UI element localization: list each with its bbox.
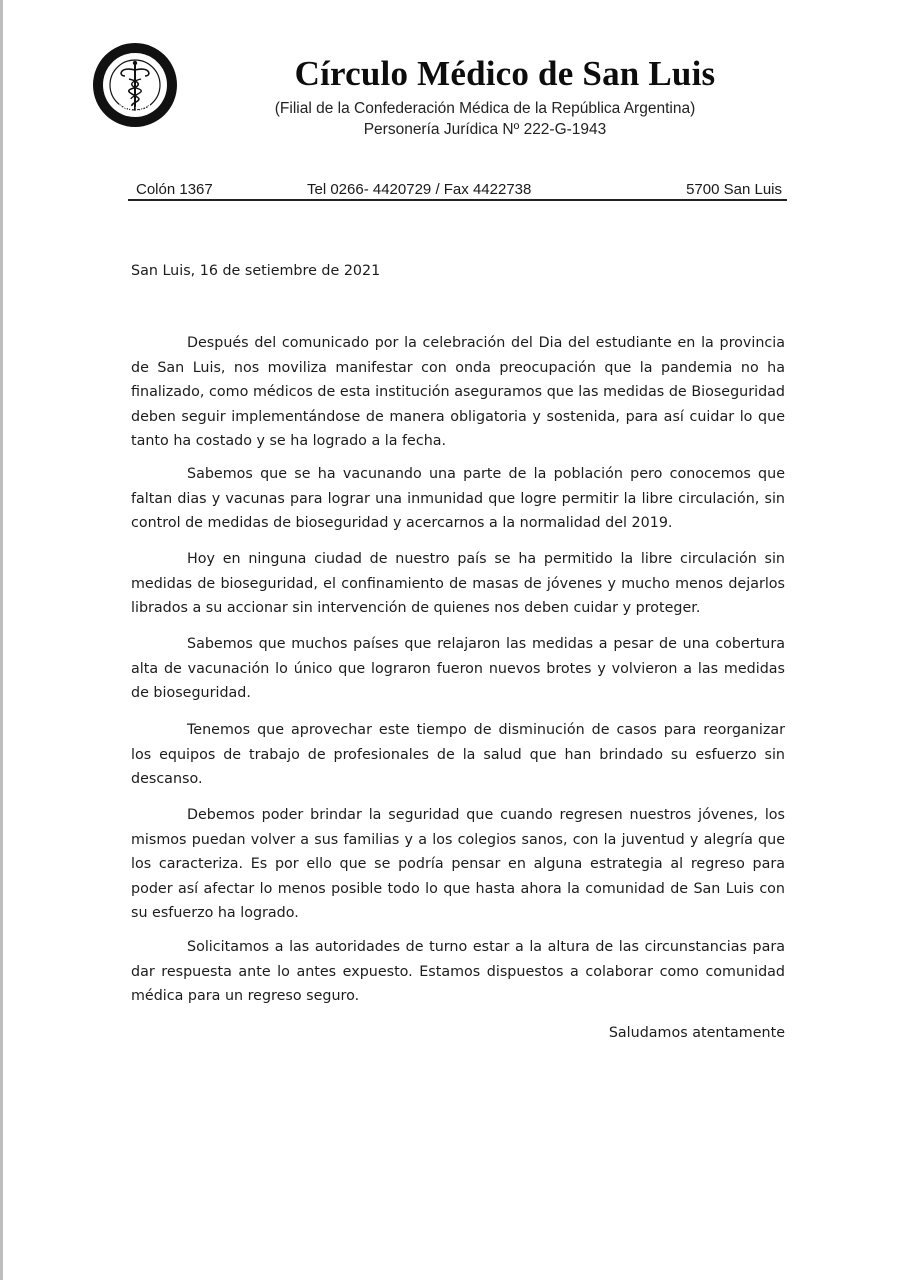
organization-title: Círculo Médico de San Luis — [294, 54, 716, 93]
letter-paragraph: Tenemos que aprovechar este tiempo de disminución de casos para reorganizar los equipos de trabajo de profesionales de la salud que han brindado su esfuerzo sin descanso. — [131, 722, 785, 788]
letter-closing: Saludamos atentamente — [608, 1025, 785, 1041]
phone-fax-text: Tel 0266- 4420729 / Fax 4422738 — [307, 181, 532, 198]
letter-paragraph: Sabemos que muchos países que relajaron las medidas a pesar de una cobertura alta de vacunación lo único que lograron fueron nuevos brotes y volvieron a las medidas de bioseguridad. — [131, 636, 785, 702]
affiliation-subtitle: (Filial de la Confederación Médica de la República Argentina) — [274, 100, 696, 117]
address-text: Colón 1367 — [136, 181, 213, 198]
legal-registration: Personería Jurídica Nº 222-G-1943 — [363, 121, 607, 138]
letter-paragraph: Después del comunicado por la celebración del Dia del estudiante en la provincia de San Luis, nos moviliza manifestar con onda preocupación que la pandemia no ha finalizado, como médicos de esta institución aseguramos que las medidas de Bioseguridad deben seguir implementándose de manera obligatoria y sostenida, para así cuidar lo que tanto ha costado y se ha logrado a la fecha. — [131, 335, 785, 450]
svg-text:SAN LUIS: SAN LUIS — [117, 100, 153, 114]
city-postcode-text: 5700 San Luis — [686, 181, 782, 198]
letter-date: San Luis, 16 de setiembre de 2021 — [131, 263, 381, 279]
letter-paragraph: Sabemos que se ha vacunando una parte de la población pero conocemos que faltan dias y vacunas para lograr una inmunidad que logre permitir la libre circulación, sin control de medidas de bioseguridad y acercarnos a la normalidad del 2019. — [131, 466, 785, 532]
page-edge — [0, 0, 3, 1280]
header-divider — [128, 199, 787, 201]
seal-logo-icon — [92, 42, 178, 128]
letter-paragraph: Solicitamos a las autoridades de turno estar a la altura de las circunstancias para dar respuesta ante lo antes expuesto. Estamos dispuestos a colaborar como comunidad médica para un regreso seguro. — [131, 939, 785, 1005]
letter-paragraph: Debemos poder brindar la seguridad que cuando regresen nuestros jóvenes, los mismos puedan volver a sus familias y a los colegios sanos, con la juventud y alegría que los caracteriza. Es por ello que se podría pensar en alguna estrategia al regreso para poder así afectar lo menos posible todo lo que hasta ahora la comunidad de San Luis con su esfuerzo ha logrado. — [131, 807, 785, 922]
letter-paragraph: Hoy en ninguna ciudad de nuestro país se ha permitido la libre circulación sin medidas de bioseguridad, el confinamiento de masas de jóvenes y mucho menos dejarlos librados a su accionar sin intervención de quienes nos deben cuidar y proteger. — [131, 551, 785, 617]
svg-text:CIRCULO MEDICO: CIRCULO MEDICO — [102, 51, 168, 81]
